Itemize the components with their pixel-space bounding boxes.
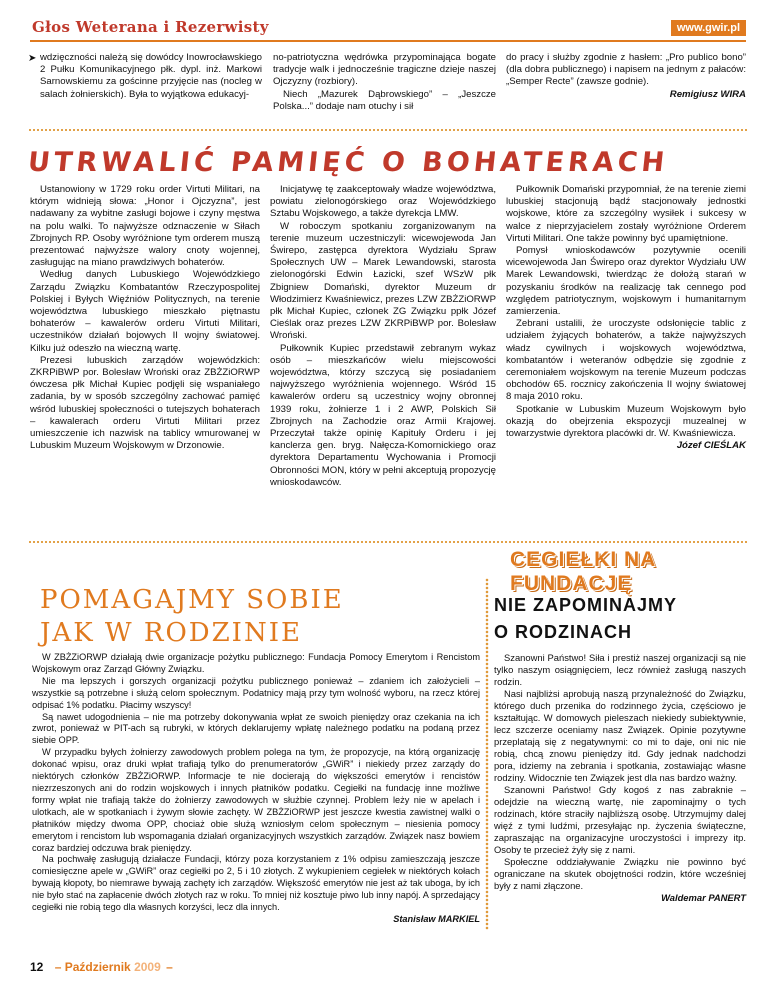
issue-month: – Październik xyxy=(54,960,131,974)
a1-p3: Prezesi lubuskich zarządów wojewódzkich: ZKRPiBWP por. Bolesław Wroński oraz ZBŻZiORWP ówczesa płk Michał Kupiec podjęli się wspaniałego zadania, by w sposób szczególny zachować pamięć wśród lubuskiej społeczności o tutejszych bohaterach – kawalerach orderu Virtuti Militari przez umieszczenie ich nazwisk na tablicy wmurowanej w Lubuskim Muzeum Wojskowym w Drzonowie. xyxy=(30,354,260,452)
a2-p2: Nie ma lepszych i gorszych organizacji pożytku publicznego ponieważ – zdaniem ich założycieli – wszystkie są potrzebne i służą celom społecznym. Podatnicy mają przy tym wolność wyboru, na rzecz której odpisać 1% podatku. Płacimy wszyscy! xyxy=(32,675,480,710)
a1-p5: W roboczym spotkaniu zorganizowanym na terenie muzeum uczestniczyli: wicewojewoda Jan Świrepo, zastępca dyrektora Wydziału Spraw Społecznych UW – Marek Lewandowski, starosta zielonogórski Edwin Łazicki, szef WSzW płk Zbigniew Domański, dyrektor Muzeum dr Włodzimierz Kwaśniewicz, prezes LZW ZBŻZiORWP płk Michał Kupiec, członek ZG Związku ppłk Józef Cieślak oraz prezes LZW ZKRPiBWP por. Bolesław Wroński. xyxy=(270,220,496,342)
a1-p8: Pomysł wnioskodawców pozytywnie ocenili wicewojewoda Jan Świrepo oraz dyrektor Wydziału UW Marek Lewandowski, twierdząc że dołożą starań w pozyskaniu środków na realizację tak cennego pod względem patriotycznym, wojskowym i humanitarnym zamierzenia. xyxy=(506,245,746,318)
top-text-3: do pracy i służby zgodnie z hasłem: „Pro publico bono” (dla dobra publicznego) i napisem na jednym z pałaców: „Semper Recte” (zawsze godnie). xyxy=(506,52,746,88)
a2-p5: Na pochwałę zasługują działacze Fundacji, którzy poza korzystaniem z 1% odpisu zamieszczają jeszcze comiesięczne apele w „GWiR” oraz cegiełki po 2, 5 i 10 złotych. Z wykupieniem cegiełek w niektórych kołach bywają kłopoty, bo niemrawe bywają zachęty ich zarządów. Większość emerytów nie jest aż tak uboga, by ich nie było stać na zapłacenie dwóch złotych raz w roku. To mniej niż kosztuje piwo lub inny napój. A sprzedający cegiełki nie robią tego dla własnych korzyści, lecz dla innych. xyxy=(32,854,480,913)
a1-p10: Spotkanie w Lubuskim Muzeum Wojskowym było okazją do obejrzenia ekspozycji muzealnej w towarzystwie dyrektora placówki dr. W. Kwaśniewicza. xyxy=(506,403,746,440)
page-header xyxy=(30,18,746,40)
article1-signature: Józef CIEŚLAK xyxy=(676,440,746,452)
website-url[interactable]: www.gwir.pl xyxy=(671,20,746,36)
article1-column-1 xyxy=(30,184,260,452)
top-text-2a: no-patriotyczna wędrówka przypominająca bogate tradycje walk i jednocześnie tragiczne dzieje naszej Ojczyzny (rozbiory). xyxy=(273,52,496,88)
a1-p2: Według danych Lubuskiego Wojewódzkiego Zarządu Związku Kombatantów Rzeczypospolitej Polskiej i Byłych Więźniów Politycznych, na terenie województwa lubuskiego mieszkało piętnastu bohaterów – kawalerów orderu Virtuti Militari, uczestników działań bojowych II wojny światowej. Kilku już odeszło na wieczną wartę. xyxy=(30,269,260,354)
top-text-2b: Niech „Mazurek Dąbrowskiego” – „Jeszcze Polska...” dodaje nam otuchy i sił xyxy=(273,88,496,112)
article2-body xyxy=(32,652,480,926)
a3-p3: Szanowni Państwo! Gdy kogoś z nas zabraknie – odejdzie na wieczną wartę, nie zapominajmy o tych rodzinach, które straciły najbliższą osobę. Utrzymujmy dalej więź z tymi ludźmi, przesyłając np. życzenia świąteczne, zapraszając na organizacyjne uroczystości i imprezy itp. Osoby te przecież żyły się z nami. xyxy=(494,784,746,855)
top-column-3 xyxy=(506,52,746,101)
footer-dash: – xyxy=(166,960,173,974)
a1-p9: Zebrani ustalili, że uroczyste odsłonięcie tablic z udziałem żyjących bohaterów, a także najwyższych władz cywilnych i wojskowych województwa, kombatantów i weteranów odbędzie się zgodnie z ceremoniałem wojskowym na terenie Muzeum podczas obchodów 65. rocznicy zakończenia II wojny światowej 8 maja 2010 roku. xyxy=(506,318,746,403)
article2-title-line1: POMAGAJMY SOBIE xyxy=(40,585,344,615)
a3-p2: Nasi najbliżsi aprobują naszą przynależność do Związku, którego duch przenika do rodzinnego życia, częściowo je kształtując. W domowych pieleszach niekiedy subiektywnie, lecz szczerze oceniamy nasz Związek. Opinie pozytywne przeplatają się z negatywnymi: co mi to daje, oni nic nie robią, chcą znowu pieniędzy itd. Gdy jednak nadchodzi pora, idziemy na zebrania i spotkania, zostawiając własne rodziny. Widocznie ten Związek jest dla nas bardzo ważny. xyxy=(494,688,746,783)
article3-title-line1: NIE ZAPOMINAJMY xyxy=(494,595,678,615)
article1-title: UTRWALIĆ PAMIĘĆ O BOHATERACH xyxy=(26,147,670,178)
article3-signature: Waldemar PANERT xyxy=(661,892,746,903)
a2-p4: W przypadku byłych żołnierzy zawodowych problem polega na tym, że propozycje, na którą organizację dokonać wpisu, oraz druki wpłat trafiają tylko do prenumeratorów „GWiR” i niekiedy przez zarządy do niektórych członków ZBŻZiORWP. Informacje te nie docierają do większości emerytów i rencistów niezrzeszonych ani do rodzin wojskowych i innych płatników podatku. Cegiełki na fundację inne możliwe formy wpłat nie trafiają także do żołnierzy zawodowych w służbie czynnej. Problem leży nie w apelach i ulotkach, ale w spotkaniach i żywym słowie zachęty. W ZBŻZiORWP jest jeszcze kwestia zawistnej walki o płatników między dwoma OPP, chociaż obie służą wzniosłym celom społecznym – niesienia pomocy emerytom i rencistom lub wspomagania działań organizacyjnych wszystkich zarządów. Związek nasz bowiem coraz bardziej odczuwa brak pieniędzy. xyxy=(32,747,480,853)
article2-signature: Stanisław MARKIEL xyxy=(393,913,480,924)
a1-p1: Ustanowiony w 1729 roku order Virtuti Militari, na którym widnieją słowa: „Honor i Ojczyzna”, jest nadawany za wybitne zasługi bojowe i czyny męstwa na polu walki. To najwyższe odznaczenie w Siłach Zbrojnych RP. Osoby wyróżnione tym orderem muszą prezentować najwyższe walory cnoty wojennej, zasługując na miano prawdziwych bohaterów. xyxy=(30,184,260,269)
article2-title xyxy=(40,584,344,650)
article3-body xyxy=(494,652,746,904)
continuation-arrow-icon: ➤ xyxy=(28,53,37,64)
article1-column-3 xyxy=(506,184,746,452)
a3-p4: Społeczne oddziaływanie Związku nie powinno być ograniczane na skutek obojętności rodzin, które wcześniej były z nami złączone. xyxy=(494,856,746,891)
article3-title-line2: O RODZINACH xyxy=(494,622,632,642)
a1-p6: Pułkownik Kupiec przedstawił zebranym wykaz osób – mieszkańców wielu miejscowości województwa, którzy szczycą się posiadaniem najwyższego wyróżnienia wojennego. Wśród 15 kawalerów orderu są uczestnicy wojny obronnej 1939 roku, żołnierze 1 i 2 AWP, Polskich Sił Zbrojnych na Zachodzie oraz Armii Krajowej. Przeczytał także opinię Kapituły Orderu i jej kanclerza gen. bryg. Nałęcza-Komornickiego oraz dyrektora Departamentu Wychowania i Promocji Obronności MON, który w pełni akceptują propozycję wnioskodawców. xyxy=(270,342,496,488)
page-footer xyxy=(30,960,173,974)
page-number: 12 xyxy=(30,960,44,974)
a2-p1: W ZBŻZiORWP działają dwie organizacje pożytku publicznego: Fundacja Pomocy Emerytom i Rencistom Wojskowym oraz Zarząd Główny Związku. xyxy=(32,652,480,674)
banner-fundacja: CEGIEŁKI NA FUNDACJĘ xyxy=(510,548,656,595)
magazine-title: Głos Weterana i Rezerwisty xyxy=(32,18,269,36)
top-text-1: wdzięczności należą się dowódcy Inowrocławskiego 2 Pułku Komunikacyjnego płk. dypl. inż. Markowi Sarnowskiemu za gościnne przyjęcie nas (nocleg w salach żołnierskich). Była to wyjątkowa edukacyj- xyxy=(40,52,262,100)
header-rule xyxy=(30,40,746,42)
top-column-1 xyxy=(40,52,262,101)
a1-p4: Inicjatywę tę zaakceptowały władze województwa, powiatu zielonogórskiego oraz Wojewódzkiego Sztabu Wojskowego, a także dyrekcja LMW. xyxy=(270,184,496,220)
article2-title-line2: JAK W RODZINIE xyxy=(40,618,302,648)
top-signature: Remigiusz WIRA xyxy=(669,88,746,100)
article3-title xyxy=(494,592,677,646)
column-separator xyxy=(483,578,491,930)
top-column-2 xyxy=(273,52,496,113)
issue-year: 2009 xyxy=(134,960,161,974)
section-divider-2 xyxy=(28,540,748,544)
a1-p7: Pułkownik Domański przypomniał, że na terenie ziemi lubuskiej stacjonują bądź stacjonowały jednostki wojskowe, które za szczególny wysiłek i sukcesy w walce z nieprzyjacielem zostały wyróżnione Orderem Virtuti Militari. One także powinny być upamiętnione. xyxy=(506,184,746,244)
a2-p3: Są nawet udogodnienia – nie ma potrzeby dokonywania wpłat ze swoich pieniędzy oraz czekania na ich zwrot, ponieważ w PIT-ach są rubryki, w których deklarujemy wpłatę należnego podatku na podaną przez siebie OPP. xyxy=(32,711,480,746)
a3-p1: Szanowni Państwo! Siła i prestiż naszej organizacji są nie tylko naszym osiągnięciem, lecz również zasługą naszych rodzin. xyxy=(494,652,746,687)
section-divider xyxy=(28,128,748,132)
article1-column-2 xyxy=(270,184,496,489)
